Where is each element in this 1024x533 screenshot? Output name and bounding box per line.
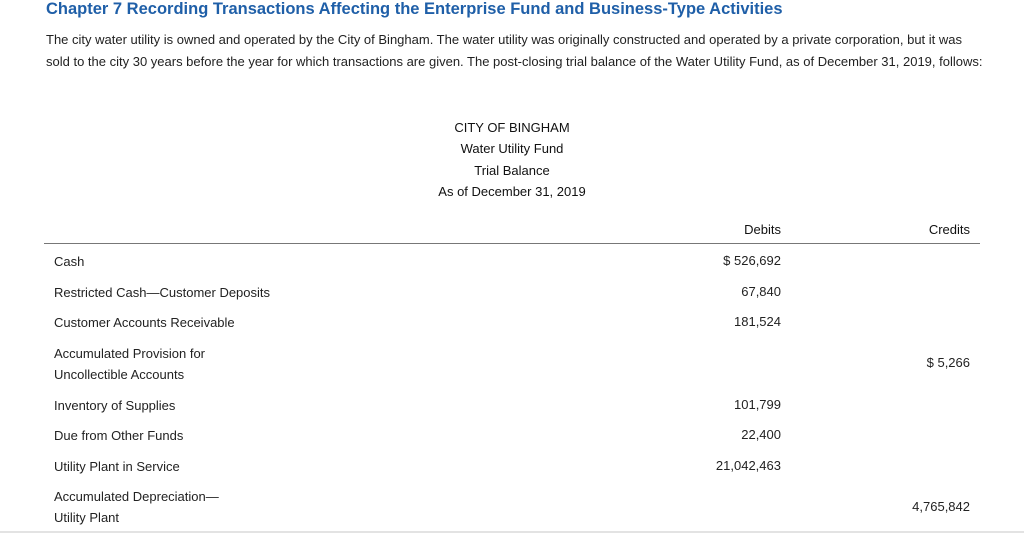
account-line: Accumulated Provision for bbox=[54, 346, 206, 361]
account-line: Inventory of Supplies bbox=[54, 398, 176, 413]
account-line: Cash bbox=[54, 254, 85, 269]
account-line: Uncollectible Accounts bbox=[54, 367, 185, 382]
account-name bbox=[54, 456, 180, 477]
debit-amount: 21,042,463 bbox=[715, 458, 781, 473]
account-line: Utility Plant bbox=[54, 510, 120, 525]
account-line: Restricted Cash—Customer Deposits bbox=[54, 285, 271, 300]
heading-fund: Water Utility Fund bbox=[460, 141, 564, 156]
credit-amount: $ 5,266 bbox=[926, 355, 970, 370]
debit-amount: 181,524 bbox=[734, 314, 781, 329]
debit-amount: 67,840 bbox=[741, 284, 781, 299]
heading-date: As of December 31, 2019 bbox=[438, 184, 586, 199]
debit-amount: $ 526,692 bbox=[723, 253, 781, 268]
account-name bbox=[54, 282, 270, 303]
credits-column-header: Credits bbox=[928, 222, 970, 237]
page-title: Chapter 7 Recording Transactions Affecting the Enterprise Fund and Business-Type Activities bbox=[46, 0, 783, 18]
account-line: Utility Plant in Service bbox=[54, 459, 180, 474]
account-line: Customer Accounts Receivable bbox=[54, 315, 235, 330]
account-name bbox=[54, 251, 84, 272]
intro-paragraph: The city water utility is owned and operated by the City of Bingham. The water utility was originally constructed and operated by a private corporation, but it was sold to the city 30 years before the year for which transactions are given. The post-closing trial balance of the Water Utility Fund, as of December 31, 2019, follows: bbox=[46, 32, 983, 69]
account-line: Accumulated Depreciation— bbox=[54, 489, 219, 504]
debits-column-header: Debits bbox=[744, 222, 781, 237]
account-name bbox=[54, 486, 219, 528]
account-name bbox=[54, 312, 235, 333]
header-rule bbox=[44, 243, 980, 244]
account-line: Due from Other Funds bbox=[54, 428, 184, 443]
heading-city: CITY OF BINGHAM bbox=[454, 120, 570, 135]
account-name bbox=[54, 395, 175, 416]
credit-amount: 4,765,842 bbox=[912, 499, 970, 514]
account-name bbox=[54, 425, 183, 446]
debit-amount: 22,400 bbox=[741, 427, 781, 442]
account-name bbox=[54, 343, 205, 385]
debit-amount: 101,799 bbox=[734, 397, 781, 412]
heading-statement: Trial Balance bbox=[474, 163, 550, 178]
